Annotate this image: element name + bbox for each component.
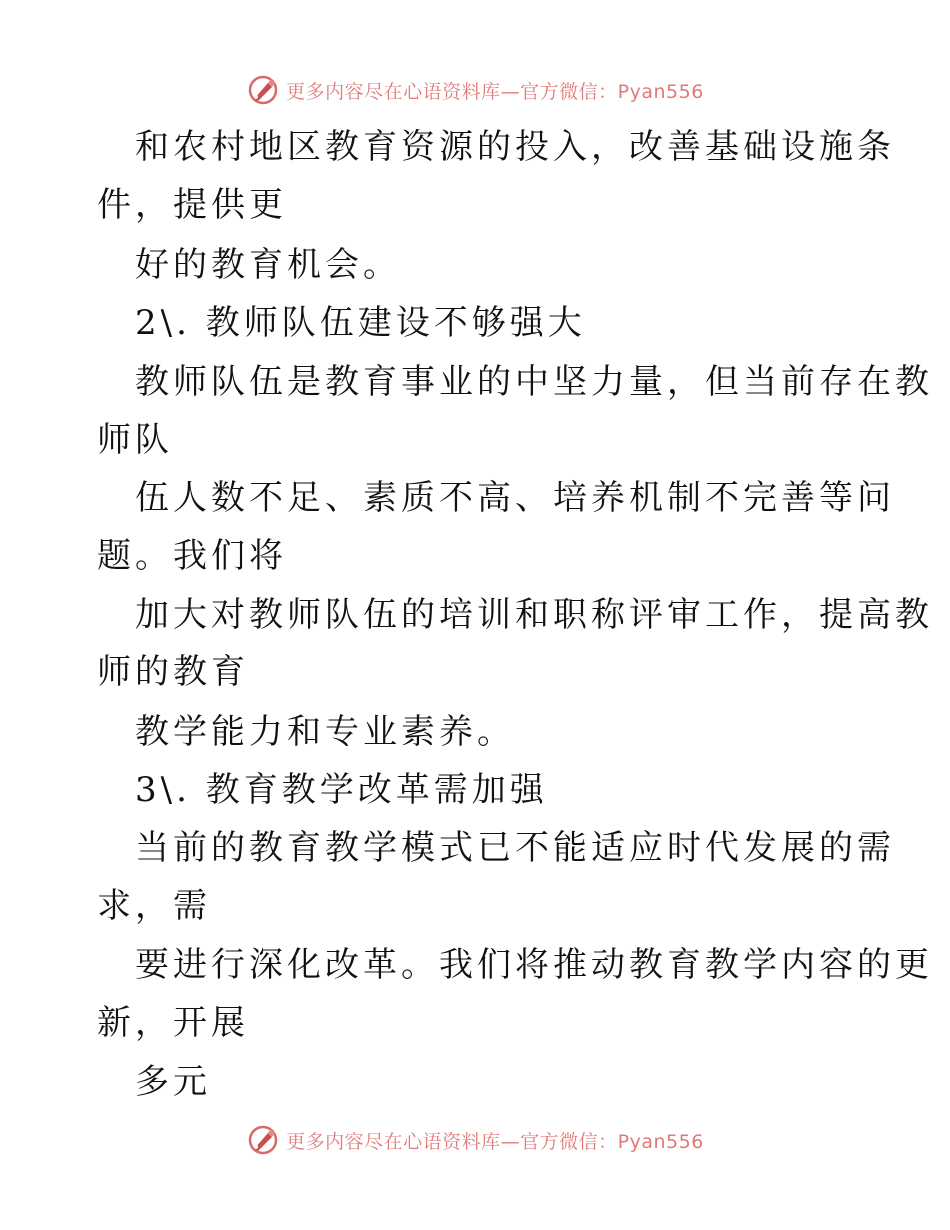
- text-line: 加大对教师队伍的培训和职称评审工作，提高教: [135, 595, 933, 635]
- pen-nib-logo-icon: [246, 1123, 280, 1157]
- text-line: 要进行深化改革。我们将推动教育教学内容的更: [135, 945, 933, 985]
- section-heading: 3\. 教育教学改革需加强: [135, 770, 548, 810]
- text-line: 件，提供更: [97, 185, 287, 225]
- footer-watermark: [0, 1120, 950, 1160]
- text-line: 多元: [135, 1062, 211, 1102]
- text-line: 新，开展: [97, 1003, 249, 1043]
- text-line: 伍人数不足、素质不高、培养机制不完善等问: [135, 478, 895, 518]
- text-line: 师的教育: [97, 652, 249, 692]
- text-line: 好的教育机会。: [135, 245, 401, 285]
- watermark-text: 更多内容尽在心语资料库—官方微信：Pyan556: [286, 1130, 704, 1153]
- text-line: 和农村地区教育资源的投入，改善基础设施条: [135, 127, 895, 167]
- text-line: 师队: [97, 420, 173, 460]
- text-line: 求，需: [97, 886, 211, 926]
- text-line: 教师队伍是教育事业的中坚力量，但当前存在教: [135, 362, 933, 402]
- text-line: 当前的教育教学模式已不能适应时代发展的需: [135, 828, 895, 868]
- watermark-text: 更多内容尽在心语资料库—官方微信：Pyan556: [286, 80, 704, 103]
- text-line: 题。我们将: [97, 536, 287, 576]
- text-line: 教学能力和专业素养。: [135, 712, 515, 752]
- section-heading: 2\. 教师队伍建设不够强大: [135, 303, 586, 343]
